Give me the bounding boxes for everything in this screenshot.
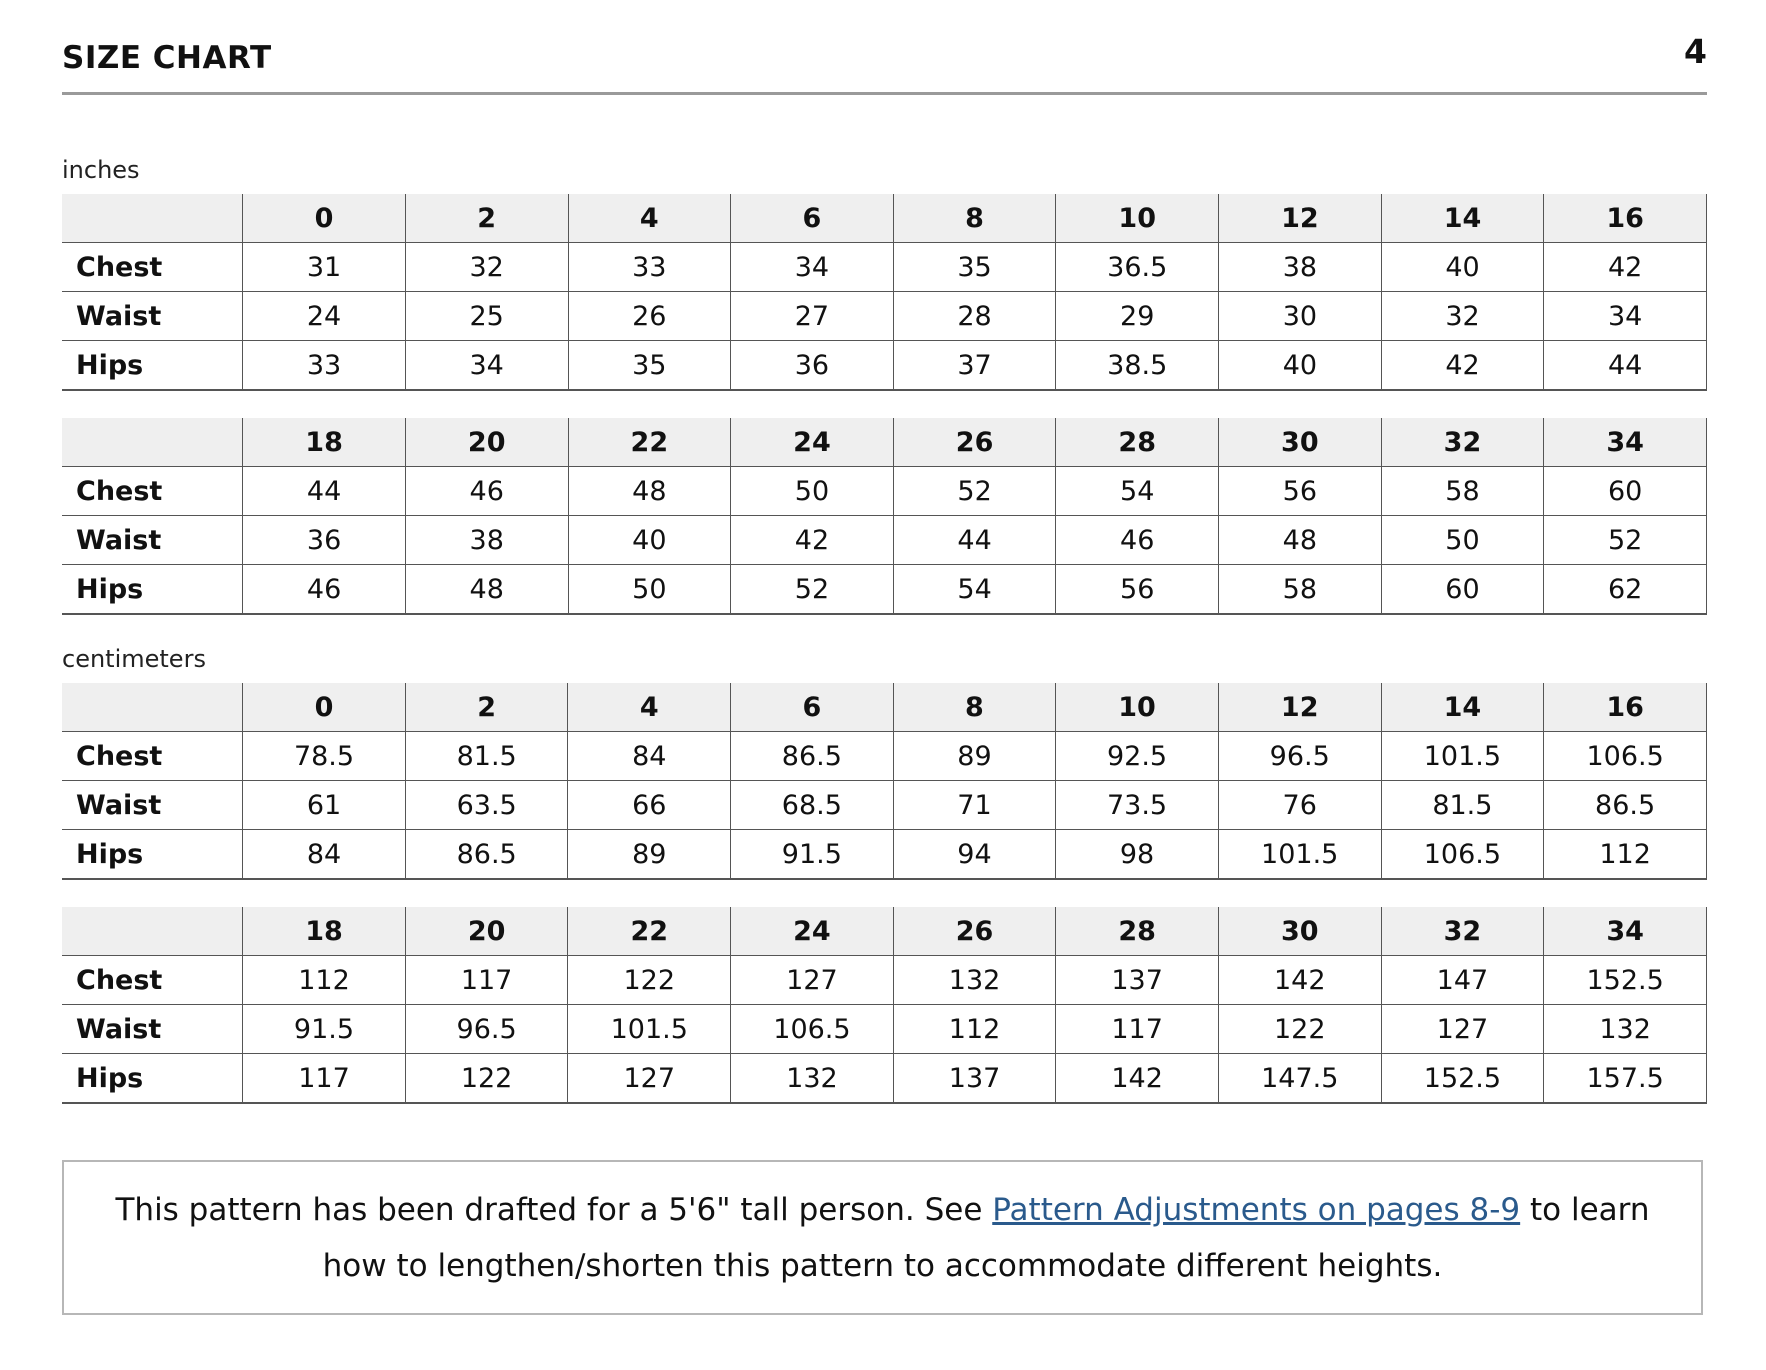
- measurement-cell: 86.5: [731, 732, 894, 781]
- measurement-cell: 52: [893, 467, 1056, 516]
- size-header-cell: 32: [1381, 418, 1544, 467]
- height-note-box: [62, 1160, 1703, 1315]
- measurement-cell: 106.5: [1381, 830, 1544, 880]
- size-header-cell: 20: [405, 907, 568, 956]
- measurement-cell: 117: [243, 1054, 406, 1104]
- measurement-row-hips: [62, 341, 1707, 391]
- size-header-cell: 0: [243, 194, 406, 243]
- measurement-cell: 81.5: [1381, 781, 1544, 830]
- measurement-cell: 58: [1381, 467, 1544, 516]
- size-header-cell: 16: [1544, 194, 1707, 243]
- measurement-cell: 142: [1218, 956, 1381, 1005]
- size-header-cell: 18: [243, 418, 406, 467]
- measurement-cell: 91.5: [243, 1005, 406, 1054]
- size-header-cell: 4: [568, 194, 731, 243]
- note-text-after: to learn how to lengthen/shorten this pattern to accommodate different heights.: [322, 1191, 1650, 1284]
- size-header-cell: 12: [1218, 683, 1381, 732]
- measurement-cell: 132: [893, 956, 1056, 1005]
- measurement-cell: 36.5: [1056, 243, 1219, 292]
- measurement-cell: 46: [1056, 516, 1219, 565]
- measurement-cell: 35: [568, 341, 731, 391]
- measurement-cell: 89: [568, 830, 731, 880]
- measurement-row-waist: [62, 1005, 1707, 1054]
- measurement-cell: 44: [893, 516, 1056, 565]
- measurement-cell: 106.5: [1544, 732, 1707, 781]
- measurement-cell: 152.5: [1381, 1054, 1544, 1104]
- row-label: Hips: [62, 341, 243, 391]
- measurement-cell: 132: [1544, 1005, 1707, 1054]
- size-header-cell: 10: [1056, 683, 1219, 732]
- size-header-cell: 10: [1056, 194, 1219, 243]
- measurement-row-chest: [62, 956, 1707, 1005]
- measurement-cell: 98: [1056, 830, 1219, 880]
- measurement-cell: 27: [731, 292, 894, 341]
- size-header-cell: 8: [893, 194, 1056, 243]
- measurement-cell: 25: [405, 292, 568, 341]
- measurement-cell: 127: [568, 1054, 731, 1104]
- measurement-cell: 58: [1219, 565, 1382, 615]
- measurement-cell: 96.5: [1218, 732, 1381, 781]
- measurement-cell: 71: [893, 781, 1056, 830]
- measurement-cell: 33: [568, 243, 731, 292]
- measurement-cell: 84: [568, 732, 731, 781]
- inches-label: inches: [62, 156, 140, 184]
- measurement-cell: 32: [1381, 292, 1544, 341]
- measurement-cell: 96.5: [405, 1005, 568, 1054]
- header-corner-cell: [62, 907, 243, 956]
- measurement-cell: 44: [243, 467, 406, 516]
- row-label: Chest: [62, 243, 243, 292]
- size-header-cell: 6: [731, 194, 894, 243]
- size-header-cell: 34: [1544, 418, 1707, 467]
- measurement-cell: 40: [568, 516, 731, 565]
- measurement-cell: 29: [1056, 292, 1219, 341]
- size-header-cell: 4: [568, 683, 731, 732]
- measurement-cell: 46: [405, 467, 568, 516]
- measurement-cell: 36: [731, 341, 894, 391]
- size-header-cell: 32: [1381, 907, 1544, 956]
- measurement-cell: 56: [1056, 565, 1219, 615]
- size-header-row: [62, 907, 1707, 956]
- centimeters-table-1: [62, 683, 1707, 880]
- measurement-cell: 32: [405, 243, 568, 292]
- row-label: Chest: [62, 467, 243, 516]
- measurement-cell: 48: [1219, 516, 1382, 565]
- measurement-cell: 38.5: [1056, 341, 1219, 391]
- measurement-cell: 42: [1381, 341, 1544, 391]
- size-header-row: [62, 683, 1707, 732]
- size-header-cell: 24: [731, 907, 894, 956]
- measurement-cell: 37: [893, 341, 1056, 391]
- centimeters-label: centimeters: [62, 645, 206, 673]
- measurement-cell: 63.5: [405, 781, 568, 830]
- page-title: SIZE CHART: [62, 40, 272, 76]
- measurement-cell: 28: [893, 292, 1056, 341]
- measurement-cell: 50: [1381, 516, 1544, 565]
- measurement-cell: 101.5: [1218, 830, 1381, 880]
- size-header-cell: 0: [243, 683, 406, 732]
- measurement-cell: 127: [1381, 1005, 1544, 1054]
- inches-table-1: [62, 194, 1707, 391]
- size-header-cell: 24: [731, 418, 894, 467]
- row-label: Waist: [62, 1005, 243, 1054]
- measurement-cell: 50: [568, 565, 731, 615]
- measurement-cell: 137: [893, 1054, 1056, 1104]
- measurement-cell: 44: [1544, 341, 1707, 391]
- size-header-cell: 8: [893, 683, 1056, 732]
- height-note: [93, 1182, 1673, 1294]
- measurement-cell: 68.5: [731, 781, 894, 830]
- measurement-row-waist: [62, 516, 1707, 565]
- size-header-cell: 22: [568, 418, 731, 467]
- measurement-cell: 62: [1544, 565, 1707, 615]
- measurement-cell: 106.5: [731, 1005, 894, 1054]
- size-header-cell: 34: [1544, 907, 1707, 956]
- row-label: Waist: [62, 781, 243, 830]
- measurement-cell: 78.5: [243, 732, 406, 781]
- row-label: Chest: [62, 732, 243, 781]
- measurement-cell: 92.5: [1056, 732, 1219, 781]
- measurement-cell: 60: [1544, 467, 1707, 516]
- measurement-cell: 137: [1056, 956, 1219, 1005]
- measurement-cell: 56: [1219, 467, 1382, 516]
- measurement-cell: 30: [1219, 292, 1382, 341]
- measurement-cell: 46: [243, 565, 406, 615]
- measurement-cell: 112: [1544, 830, 1707, 880]
- row-label: Waist: [62, 292, 243, 341]
- measurement-cell: 101.5: [1381, 732, 1544, 781]
- size-header-cell: 22: [568, 907, 731, 956]
- measurement-cell: 40: [1219, 341, 1382, 391]
- measurement-cell: 34: [1544, 292, 1707, 341]
- measurement-cell: 122: [568, 956, 731, 1005]
- header-corner-cell: [62, 683, 243, 732]
- measurement-cell: 89: [893, 732, 1056, 781]
- measurement-cell: 112: [893, 1005, 1056, 1054]
- measurement-cell: 117: [405, 956, 568, 1005]
- size-header-cell: 18: [243, 907, 406, 956]
- measurement-cell: 31: [243, 243, 406, 292]
- row-label: Chest: [62, 956, 243, 1005]
- measurement-cell: 66: [568, 781, 731, 830]
- measurement-cell: 36: [243, 516, 406, 565]
- measurement-cell: 26: [568, 292, 731, 341]
- measurement-cell: 101.5: [568, 1005, 731, 1054]
- size-header-cell: 14: [1381, 194, 1544, 243]
- measurement-cell: 61: [243, 781, 406, 830]
- measurement-cell: 91.5: [731, 830, 894, 880]
- measurement-cell: 152.5: [1544, 956, 1707, 1005]
- size-header-cell: 16: [1544, 683, 1707, 732]
- measurement-row-chest: [62, 732, 1707, 781]
- size-header-cell: 12: [1219, 194, 1382, 243]
- measurement-cell: 94: [893, 830, 1056, 880]
- measurement-cell: 122: [1218, 1005, 1381, 1054]
- measurement-cell: 76: [1218, 781, 1381, 830]
- pattern-adjustments-link[interactable]: Pattern Adjustments on pages 8-9: [992, 1191, 1521, 1228]
- size-header-cell: 6: [731, 683, 894, 732]
- row-label: Hips: [62, 1054, 243, 1104]
- measurement-row-chest: [62, 243, 1707, 292]
- measurement-cell: 42: [731, 516, 894, 565]
- measurement-cell: 38: [405, 516, 568, 565]
- measurement-cell: 60: [1381, 565, 1544, 615]
- measurement-cell: 52: [731, 565, 894, 615]
- measurement-cell: 24: [243, 292, 406, 341]
- header-corner-cell: [62, 418, 243, 467]
- row-label: Waist: [62, 516, 243, 565]
- measurement-cell: 42: [1544, 243, 1707, 292]
- measurement-cell: 40: [1381, 243, 1544, 292]
- centimeters-table-2: [62, 907, 1707, 1104]
- measurement-cell: 112: [243, 956, 406, 1005]
- measurement-cell: 147: [1381, 956, 1544, 1005]
- size-header-cell: 2: [405, 194, 568, 243]
- size-header-cell: 28: [1056, 418, 1219, 467]
- measurement-cell: 157.5: [1544, 1054, 1707, 1104]
- measurement-cell: 33: [243, 341, 406, 391]
- measurement-cell: 54: [893, 565, 1056, 615]
- measurement-cell: 38: [1219, 243, 1382, 292]
- measurement-cell: 48: [405, 565, 568, 615]
- measurement-cell: 142: [1056, 1054, 1219, 1104]
- measurement-row-hips: [62, 565, 1707, 615]
- size-header-cell: 2: [405, 683, 568, 732]
- measurement-cell: 117: [1056, 1005, 1219, 1054]
- row-label: Hips: [62, 565, 243, 615]
- inches-table-2: [62, 418, 1707, 615]
- size-header-cell: 30: [1219, 418, 1382, 467]
- size-header-cell: 26: [893, 907, 1056, 956]
- measurement-cell: 50: [731, 467, 894, 516]
- measurement-row-waist: [62, 292, 1707, 341]
- measurement-cell: 86.5: [1544, 781, 1707, 830]
- measurement-cell: 35: [893, 243, 1056, 292]
- measurement-cell: 54: [1056, 467, 1219, 516]
- measurement-cell: 84: [243, 830, 406, 880]
- page-number: 4: [1684, 32, 1707, 71]
- measurement-cell: 122: [405, 1054, 568, 1104]
- measurement-row-chest: [62, 467, 1707, 516]
- note-text-before: This pattern has been drafted for a 5'6" tall person. See: [115, 1191, 993, 1228]
- measurement-cell: 34: [405, 341, 568, 391]
- size-header-cell: 30: [1218, 907, 1381, 956]
- size-header-cell: 26: [893, 418, 1056, 467]
- measurement-cell: 81.5: [405, 732, 568, 781]
- size-header-row: [62, 194, 1707, 243]
- size-header-cell: 20: [405, 418, 568, 467]
- size-header-cell: 28: [1056, 907, 1219, 956]
- row-label: Hips: [62, 830, 243, 880]
- measurement-row-hips: [62, 1054, 1707, 1104]
- measurement-cell: 127: [731, 956, 894, 1005]
- measurement-cell: 34: [731, 243, 894, 292]
- measurement-cell: 147.5: [1218, 1054, 1381, 1104]
- size-header-row: [62, 418, 1707, 467]
- measurement-row-hips: [62, 830, 1707, 880]
- measurement-cell: 73.5: [1056, 781, 1219, 830]
- size-header-cell: 14: [1381, 683, 1544, 732]
- measurement-cell: 52: [1544, 516, 1707, 565]
- measurement-cell: 86.5: [405, 830, 568, 880]
- measurement-row-waist: [62, 781, 1707, 830]
- header-corner-cell: [62, 194, 243, 243]
- page-header: [62, 32, 1707, 95]
- measurement-cell: 48: [568, 467, 731, 516]
- measurement-cell: 132: [731, 1054, 894, 1104]
